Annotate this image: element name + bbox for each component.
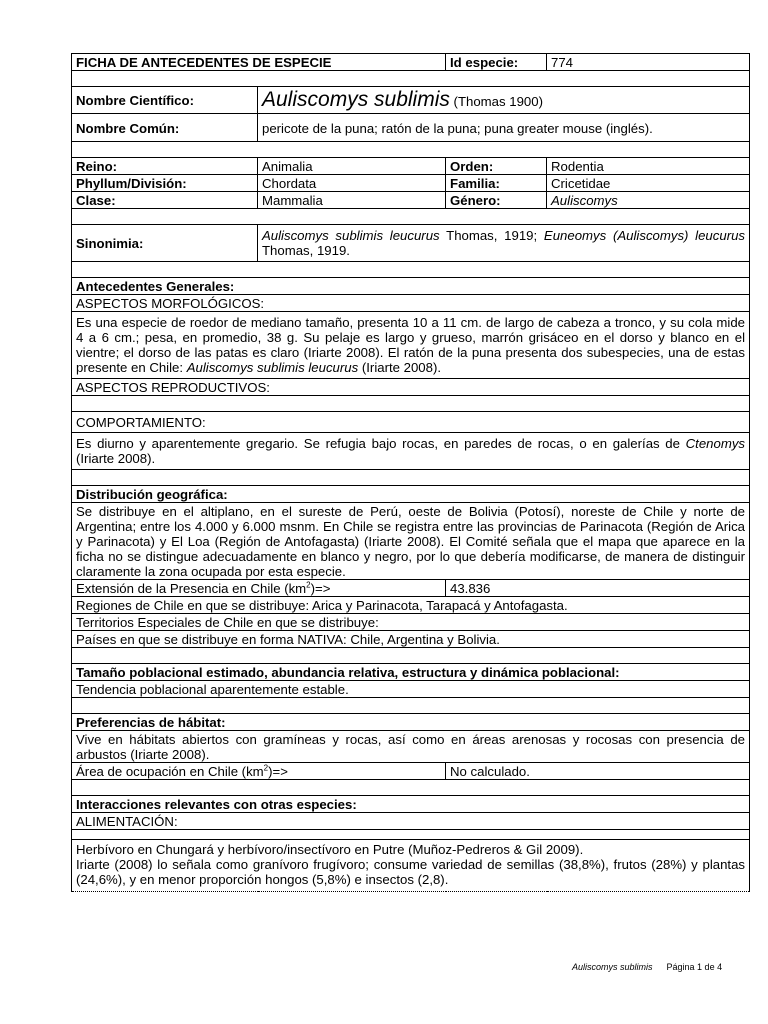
spacer-row	[72, 396, 750, 412]
scientific-name-row	[72, 87, 750, 114]
taxonomy-row-3	[72, 192, 750, 209]
poblacion-title: Tamaño poblacional estimado, abundancia relativa, estructura y dinámica poblacional:	[72, 664, 750, 681]
area-label-text: Área de ocupación en Chile (km	[76, 764, 264, 779]
poblacion-text-row	[72, 681, 750, 698]
id-value: 774	[547, 54, 750, 71]
extension-label-text: Extensión de la Presencia en Chile (km	[76, 581, 307, 596]
distribucion-text: Se distribuye en el altiplano, en el sureste de Perú, oeste de Bolivia (Potosí), noreste de Chile y norte de Argentina; entre los 4.000 y 6.000 msnm. En Chile se registra entre las provincias de Parinacota (Región de Arica y Parinacota) y El Loa (Región de Antofagasta) (Iriarte 2008). El Comité señala que el mapa que aparece en la ficha no se distingue adecuadamente en blanco y negro, por lo que debería modificarse, de manera de distinguir claramente la zona ocupada por esta especie.	[72, 503, 750, 580]
alimentacion-label: ALIMENTACIÓN:	[72, 813, 750, 830]
poblacion-text: Tendencia poblacional aparentemente estable.	[72, 681, 750, 698]
spacer-row	[72, 71, 750, 87]
reino-value: Animalia	[258, 158, 446, 175]
sinonimia-row	[72, 225, 750, 262]
clase-label: Clase:	[72, 192, 258, 209]
comportamiento-body: Es diurno y aparentemente gregario. Se refugia bajo rocas, en paredes de rocas, o en galerías de	[76, 436, 686, 451]
antecedentes-title: Antecedentes Generales:	[72, 278, 750, 295]
alimentacion-label-row	[72, 813, 750, 830]
extension-row	[72, 580, 750, 597]
morfo-label-row	[72, 295, 750, 312]
comportamiento-citation: (Iriarte 2008).	[76, 451, 156, 466]
phyllum-label: Phyllum/División:	[72, 175, 258, 192]
comp-text-row	[72, 433, 750, 470]
species-table	[71, 53, 750, 892]
footer-species: Auliscomys sublimis	[572, 962, 653, 972]
genero-value: Auliscomys	[547, 192, 750, 209]
phyllum-value: Chordata	[258, 175, 446, 192]
alimentacion-text-row	[72, 840, 750, 892]
alimentacion-line-2: Iriarte (2008) lo señala como granívoro frugívoro; consume variedad de semillas (38,8%), frutos (28%) y plantas (24,6%), y en menor proporción hongos (5,8%) e insectos (2,8).	[76, 857, 746, 887]
header-row	[72, 54, 750, 71]
spacer-row	[72, 780, 750, 796]
extension-arrow: )=>	[310, 581, 331, 596]
distribucion-title-row	[72, 486, 750, 503]
morfologicos-citation: (Iriarte 2008).	[358, 360, 442, 375]
species-sheet	[71, 53, 749, 892]
taxonomy-row-2	[72, 175, 750, 192]
spacer-row	[72, 648, 750, 664]
scientific-name-binomial: Auliscomys sublimis	[262, 88, 450, 111]
paises-text: Países en que se distribuye en forma NATIVA: Chile, Argentina y Bolivia.	[72, 631, 750, 648]
spacer-row	[72, 470, 750, 486]
taxonomy-row-1	[72, 158, 750, 175]
morfo-text-row	[72, 312, 750, 379]
synonym-1-name: Auliscomys sublimis leucurus	[262, 228, 440, 243]
area-row	[72, 763, 750, 780]
footer-page-number: Página 1 de 4	[666, 962, 723, 972]
sheet-title: FICHA DE ANTECEDENTES DE ESPECIE	[72, 54, 446, 71]
habitat-text-row	[72, 731, 750, 763]
familia-value: Cricetidae	[547, 175, 750, 192]
common-name-label: Nombre Común:	[72, 114, 258, 142]
synonym-2-author: Thomas, 1919.	[262, 243, 350, 258]
synonym-2-name: Euneomys (Auliscomys) leucurus	[543, 228, 746, 243]
territorios-text: Territorios Especiales de Chile en que se distribuye:	[72, 614, 750, 631]
regiones-text: Regiones de Chile en que se distribuye: Arica y Parinacota, Tarapacá y Antofagasta.	[72, 597, 750, 614]
comportamiento-label: COMPORTAMIENTO:	[72, 412, 750, 433]
scientific-name-author: (Thomas 1900)	[453, 94, 543, 109]
reino-label: Reino:	[72, 158, 258, 175]
spacer-row	[72, 830, 750, 840]
distribucion-title: Distribución geográfica:	[72, 486, 750, 503]
reproductivos-label: ASPECTOS REPRODUCTIVOS:	[72, 379, 750, 396]
morfologicos-label: ASPECTOS MORFOLÓGICOS:	[72, 295, 750, 312]
extension-unit-sup: 2	[306, 580, 311, 590]
area-label	[72, 763, 446, 780]
genero-label: Género:	[446, 192, 547, 209]
area-unit-sup: 2	[263, 763, 269, 773]
sinonimia-value	[258, 225, 750, 262]
morfologicos-text	[72, 312, 750, 379]
territorios-row	[72, 614, 750, 631]
area-value: No calculado.	[446, 763, 750, 780]
habitat-text: Vive en hábitats abiertos con gramíneas y rocas, así como en áreas arenosas y rocosas con presencia de arbustos (Iriarte 2008).	[72, 731, 750, 763]
orden-label: Orden:	[446, 158, 547, 175]
morfologicos-subspecies: Auliscomys sublimis leucurus	[186, 360, 359, 375]
familia-label: Familia:	[446, 175, 547, 192]
comportamiento-genus: Ctenomys	[685, 436, 746, 451]
alimentacion-line-1: Herbívoro en Chungará y herbívoro/insectívoro en Putre (Muñoz-Pedreros & Gil 2009).	[76, 842, 584, 857]
extension-label	[72, 580, 446, 597]
interacciones-title: Interacciones relevantes con otras especies:	[72, 796, 750, 813]
regiones-row	[72, 597, 750, 614]
comportamiento-text	[72, 433, 750, 470]
orden-value: Rodentia	[547, 158, 750, 175]
scientific-name-label: Nombre Científico:	[72, 87, 258, 114]
morfologicos-body: Es una especie de roedor de mediano tamaño, presenta 10 a 11 cm. de largo de cabeza a tronco, y su cola mide 4 a 6 cm.; pesa, en promedio, 38 g. Su pelaje es largo y grueso, marrón grisáceo en el dorso y blanco en el vientre; el dorso de las patas es claro (Iriarte 2008). El ratón de la puna presenta dos subespecies, una de estas presente en Chile:	[76, 315, 746, 375]
sinonimia-label: Sinonimia:	[72, 225, 258, 262]
extension-value: 43.836	[446, 580, 750, 597]
poblacion-title-row	[72, 664, 750, 681]
spacer-row	[72, 142, 750, 158]
spacer-row	[72, 209, 750, 225]
spacer-row	[72, 262, 750, 278]
area-arrow: )=>	[268, 764, 288, 779]
scientific-name-value	[258, 87, 750, 114]
common-name-value: pericote de la puna; ratón de la puna; puna greater mouse (inglés).	[258, 114, 750, 142]
habitat-title: Preferencias de hábitat:	[72, 714, 750, 731]
spacer-row	[72, 698, 750, 714]
antecedentes-title-row	[72, 278, 750, 295]
id-label: Id especie:	[446, 54, 547, 71]
habitat-title-row	[72, 714, 750, 731]
clase-value: Mammalia	[258, 192, 446, 209]
distribucion-text-row	[72, 503, 750, 580]
interacciones-title-row	[72, 796, 750, 813]
common-name-row	[72, 114, 750, 142]
page-footer	[572, 962, 722, 972]
comp-label-row	[72, 412, 750, 433]
paises-row	[72, 631, 750, 648]
repro-label-row	[72, 379, 750, 396]
alimentacion-text	[72, 840, 750, 892]
synonym-1-author: Thomas, 1919;	[439, 228, 544, 243]
